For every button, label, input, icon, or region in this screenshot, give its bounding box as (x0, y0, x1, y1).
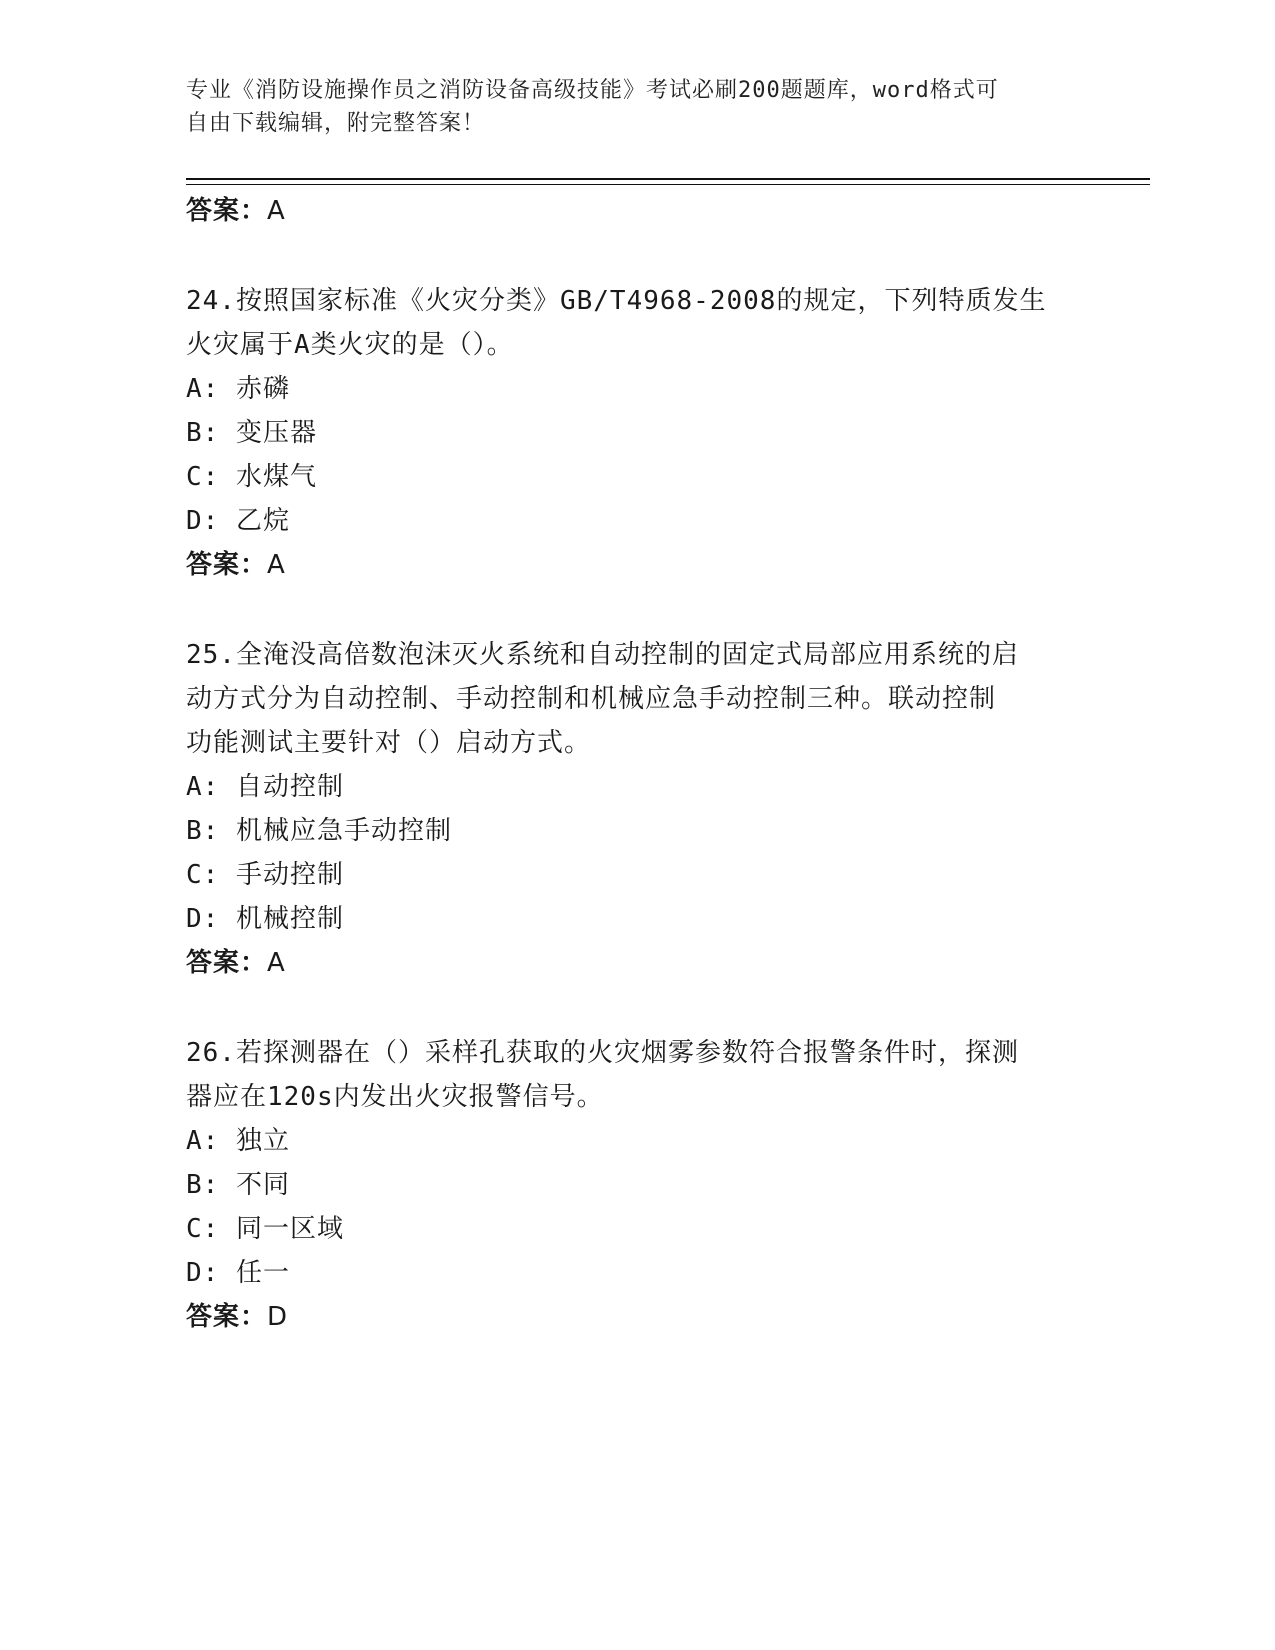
document-header (186, 74, 1086, 140)
answer-value: A (267, 196, 286, 226)
answer-label: 答案： (186, 948, 268, 978)
question-24-answer (186, 544, 286, 581)
question-25-answer (186, 942, 286, 979)
answer-value: A (267, 948, 286, 978)
question-26-line-1: 26.若探测器在（）采样孔获取的火灾烟雾参数符合报警条件时，探测 (186, 1038, 1019, 1068)
question-25-line-2: 动方式分为自动控制、手动控制和机械应急手动控制三种。联动控制 (186, 684, 997, 714)
question-24-line-2: 火灾属于A类火灾的是（）。 (186, 330, 514, 360)
answer-label: 答案： (186, 1302, 268, 1332)
question-26-option-a: A: 独立 (186, 1126, 290, 1156)
answer-value: D (267, 1302, 289, 1332)
question-25-option-b: B: 机械应急手动控制 (186, 816, 452, 846)
question-26-option-c: C: 同一区域 (186, 1214, 344, 1244)
question-26-option-b: B: 不同 (186, 1170, 290, 1200)
question-24-option-a: A: 赤磷 (186, 374, 290, 404)
question-24-line-1: 24.按照国家标准《火灾分类》GB/T4968-2008的规定，下列特质发生 (186, 286, 1047, 316)
question-26-line-2: 器应在120s内发出火灾报警信号。 (186, 1082, 604, 1112)
question-25-option-d: D: 机械控制 (186, 904, 344, 934)
question-25-option-c: C: 手动控制 (186, 860, 344, 890)
question-26-answer (186, 1296, 288, 1333)
question-25-line-1: 25.全淹没高倍数泡沫灭火系统和自动控制的固定式局部应用系统的启 (186, 640, 1019, 670)
answer-label: 答案： (186, 196, 268, 226)
question-24-option-d: D: 乙烷 (186, 506, 290, 536)
question-25-line-3: 功能测试主要针对（）启动方式。 (186, 728, 592, 758)
header-rule-thick (186, 178, 1150, 180)
header-line-1: 专业《消防设施操作员之消防设备高级技能》考试必刷200题题库，word格式可 (186, 78, 999, 103)
question-24-option-b: B: 变压器 (186, 418, 317, 448)
previous-answer (186, 190, 286, 227)
answer-value: A (267, 550, 286, 580)
header-line-2: 自由下载编辑，附完整答案！ (186, 111, 486, 136)
question-26-option-d: D: 任一 (186, 1258, 290, 1288)
answer-label: 答案： (186, 550, 268, 580)
question-25-option-a: A: 自动控制 (186, 772, 344, 802)
header-rule-thin (186, 184, 1150, 185)
question-24-option-c: C: 水煤气 (186, 462, 317, 492)
